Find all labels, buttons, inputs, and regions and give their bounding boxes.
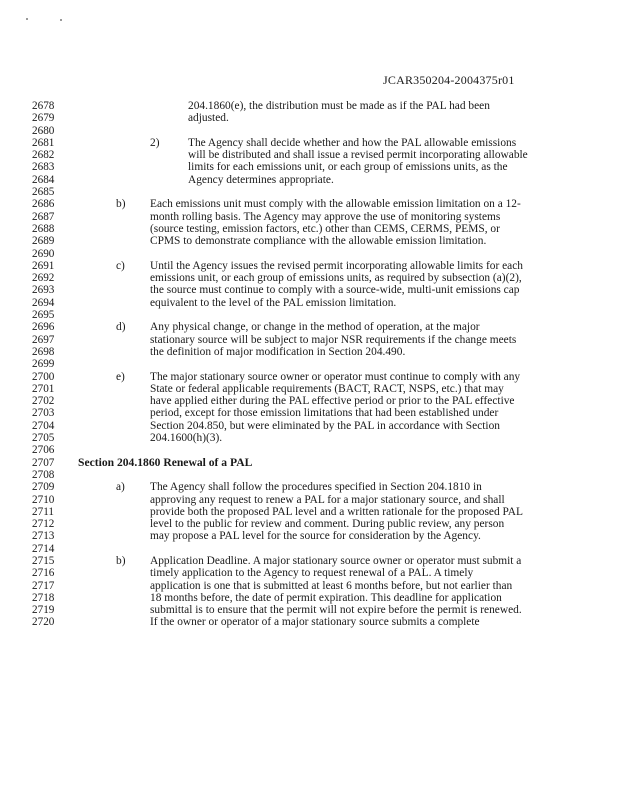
line-text: adjusted. bbox=[188, 112, 229, 125]
document-line bbox=[0, 616, 618, 628]
line-text: timely application to the Agency to request renewal of a PAL. A timely bbox=[150, 567, 474, 580]
line-number: 2700 bbox=[32, 370, 55, 383]
line-text: equivalent to the level of the PAL emission limitation. bbox=[150, 296, 397, 309]
document-line bbox=[0, 383, 618, 395]
line-number: 2695 bbox=[32, 309, 55, 322]
line-text: provide both the proposed PAL level and a written rationale for the proposed PAL bbox=[150, 505, 523, 518]
line-number: 2706 bbox=[32, 444, 55, 457]
line-number: 2714 bbox=[32, 542, 55, 555]
line-text: application is one that is submitted at least 6 months before, but not earlier than bbox=[150, 579, 513, 592]
subsection-label: d) bbox=[116, 321, 126, 334]
scan-speck bbox=[26, 18, 28, 20]
line-text: The major stationary source owner or operator must continue to comply with any bbox=[150, 370, 521, 383]
document-line bbox=[0, 530, 618, 542]
document-line bbox=[0, 346, 618, 358]
line-number: 2718 bbox=[32, 591, 55, 604]
line-text: CPMS to demonstrate compliance with the allowable emission limitation. bbox=[150, 235, 487, 248]
line-number: 2693 bbox=[32, 284, 55, 297]
line-number: 2716 bbox=[32, 567, 55, 580]
line-number: 2719 bbox=[32, 604, 55, 617]
document-line bbox=[0, 457, 618, 469]
line-number: 2720 bbox=[32, 616, 55, 629]
line-text: Section 204.850, but were eliminated by the PAL in accordance with Section bbox=[150, 419, 500, 432]
document-line bbox=[0, 592, 618, 604]
document-line bbox=[0, 297, 618, 309]
line-text: If the owner or operator of a major stationary source submits a complete bbox=[150, 616, 480, 629]
line-text: Agency determines appropriate. bbox=[188, 173, 334, 186]
document-line bbox=[0, 481, 618, 493]
line-text: limits for each emissions unit, or each group of emissions units, as the bbox=[188, 161, 508, 174]
subsection-label: e) bbox=[116, 370, 125, 383]
subsection-label: 2) bbox=[150, 136, 160, 149]
line-number: 2680 bbox=[32, 124, 55, 137]
document-line bbox=[0, 235, 618, 247]
line-number: 2717 bbox=[32, 579, 55, 592]
line-text: the definition of major modification in Section 204.490. bbox=[150, 345, 406, 358]
document-line bbox=[0, 604, 618, 616]
line-text: 204.1860(e), the distribution must be made as if the PAL had been bbox=[188, 100, 490, 112]
document-line bbox=[0, 272, 618, 284]
line-number: 2678 bbox=[32, 100, 55, 112]
line-number: 2681 bbox=[32, 136, 55, 149]
line-number: 2704 bbox=[32, 419, 55, 432]
document-line bbox=[0, 198, 618, 210]
line-number: 2699 bbox=[32, 358, 55, 371]
document-line bbox=[0, 543, 618, 555]
line-text: will be distributed and shall issue a revised permit incorporating allowable bbox=[188, 149, 528, 162]
document-line bbox=[0, 161, 618, 173]
document-line bbox=[0, 518, 618, 530]
document-line bbox=[0, 186, 618, 198]
line-text: approving any request to renew a PAL for a major stationary source, and shall bbox=[150, 493, 505, 506]
line-number: 2689 bbox=[32, 235, 55, 248]
line-number: 2703 bbox=[32, 407, 55, 420]
document-line bbox=[0, 248, 618, 260]
line-number: 2696 bbox=[32, 321, 55, 334]
line-number: 2709 bbox=[32, 481, 55, 494]
line-text: The Agency shall follow the procedures specified in Section 204.1810 in bbox=[150, 481, 482, 494]
document-line bbox=[0, 223, 618, 235]
document-body bbox=[0, 100, 618, 629]
line-text: (source testing, emission factors, etc.) other than CEMS, CERMS, PEMS, or bbox=[150, 222, 500, 235]
line-number: 2685 bbox=[32, 186, 55, 199]
document-line bbox=[0, 469, 618, 481]
line-number: 2686 bbox=[32, 198, 55, 211]
document-line bbox=[0, 407, 618, 419]
document-line bbox=[0, 506, 618, 518]
section-heading: Section 204.1860 Renewal of a PAL bbox=[78, 455, 253, 469]
line-text: Any physical change, or change in the method of operation, at the major bbox=[150, 321, 480, 334]
document-line bbox=[0, 580, 618, 592]
line-number: 2690 bbox=[32, 247, 55, 260]
line-text: State or federal applicable requirements (BACT, RACT, NSPS, etc.) that may bbox=[150, 382, 504, 395]
line-text: 204.1600(h)(3). bbox=[150, 432, 223, 445]
document-line bbox=[0, 358, 618, 370]
line-text: the source must continue to comply with a source-wide, multi-unit emissions cap bbox=[150, 284, 520, 297]
document-line bbox=[0, 334, 618, 346]
document-line bbox=[0, 321, 618, 333]
line-number: 2713 bbox=[32, 530, 55, 543]
line-number: 2711 bbox=[32, 505, 54, 518]
line-text: may propose a PAL level for the source for consideration by the Agency. bbox=[150, 530, 481, 543]
line-number: 2702 bbox=[32, 395, 55, 408]
line-number: 2688 bbox=[32, 222, 55, 235]
line-text: Until the Agency issues the revised permit incorporating allowable limits for each bbox=[150, 259, 523, 272]
document-line bbox=[0, 125, 618, 137]
document-line bbox=[0, 284, 618, 296]
line-number: 2697 bbox=[32, 333, 55, 346]
document-line bbox=[0, 494, 618, 506]
line-number: 2715 bbox=[32, 554, 55, 567]
line-text: The Agency shall decide whether and how the PAL allowable emissions bbox=[188, 136, 517, 149]
line-number: 2692 bbox=[32, 272, 55, 285]
document-line bbox=[0, 395, 618, 407]
line-number: 2683 bbox=[32, 161, 55, 174]
document-line bbox=[0, 174, 618, 186]
line-text: month rolling basis. The Agency may approve the use of monitoring systems bbox=[150, 210, 501, 223]
subsection-label: c) bbox=[116, 259, 125, 272]
line-number: 2701 bbox=[32, 382, 55, 395]
line-number: 2684 bbox=[32, 173, 55, 186]
document-id-header: JCAR350204-2004375r01 bbox=[383, 73, 515, 87]
line-text: stationary source will be subject to major NSR requirements if the change meets bbox=[150, 333, 517, 346]
document-line bbox=[0, 100, 618, 112]
scan-speck bbox=[60, 19, 62, 21]
document-line bbox=[0, 309, 618, 321]
line-text: period, except for those emission limitations that had been established under bbox=[150, 407, 499, 420]
line-number: 2712 bbox=[32, 518, 55, 531]
subsection-label: a) bbox=[116, 481, 125, 494]
subsection-label: b) bbox=[116, 198, 126, 211]
line-number: 2682 bbox=[32, 149, 55, 162]
document-line bbox=[0, 432, 618, 444]
line-number: 2694 bbox=[32, 296, 55, 309]
line-text: Application Deadline. A major stationary source owner or operator must submit a bbox=[150, 554, 522, 567]
document-line bbox=[0, 371, 618, 383]
line-number: 2710 bbox=[32, 493, 55, 506]
subsection-label: b) bbox=[116, 554, 126, 567]
line-text: submittal is to ensure that the permit will not expire before the permit is renewed. bbox=[150, 604, 522, 617]
line-text: emissions unit, or each group of emissions units, as required by subsection (a)(2), bbox=[150, 272, 522, 285]
line-number: 2705 bbox=[32, 432, 55, 445]
line-text: 18 months before, the date of permit expiration. This deadline for application bbox=[150, 591, 502, 604]
document-line bbox=[0, 555, 618, 567]
document-line bbox=[0, 112, 618, 124]
document-line bbox=[0, 567, 618, 579]
line-number: 2679 bbox=[32, 112, 55, 125]
line-number: 2707 bbox=[32, 456, 55, 469]
document-line bbox=[0, 260, 618, 272]
line-number: 2687 bbox=[32, 210, 55, 223]
line-text: Each emissions unit must comply with the allowable emission limitation on a 12- bbox=[150, 198, 521, 211]
line-number: 2698 bbox=[32, 345, 55, 358]
document-line bbox=[0, 420, 618, 432]
document-line bbox=[0, 149, 618, 161]
line-number: 2708 bbox=[32, 468, 55, 481]
document-line bbox=[0, 211, 618, 223]
line-text: level to the public for review and comment. During public review, any person bbox=[150, 518, 505, 531]
document-line bbox=[0, 444, 618, 456]
line-text: have applied either during the PAL effective period or prior to the PAL effective bbox=[150, 395, 515, 408]
document-line bbox=[0, 137, 618, 149]
line-number: 2691 bbox=[32, 259, 55, 272]
